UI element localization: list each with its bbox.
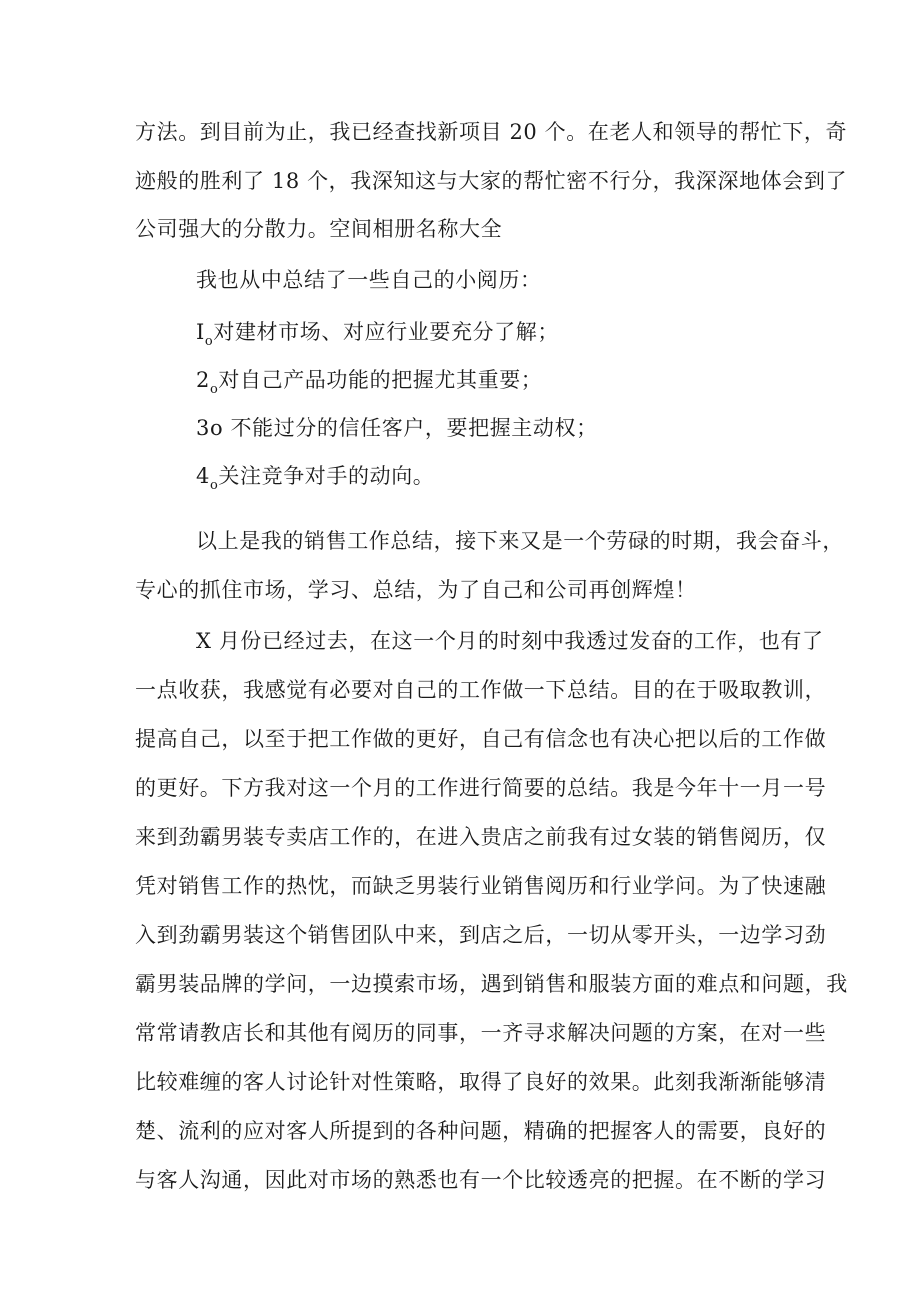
paragraph-line: 公司强大的分散力。空间相册名称大全 [135, 217, 503, 241]
paragraph-line: 迹般的胜利了 18 个，我深知这与大家的帮忙密不行分，我深深地体会到了 [135, 169, 848, 193]
list-text: 关注竞争对手的动向。 [218, 464, 435, 488]
paragraph-line: 以上是我的销售工作总结，接下来又是一个劳碌的时期，我会奋斗， [196, 529, 844, 553]
list-item [196, 318, 800, 356]
paragraph-line: 一点收获，我感觉有必要对自己的工作做一下总结。目的在于吸取教训， [135, 678, 827, 702]
list-text: 对自己产品功能的把握尤其重要； [218, 368, 543, 392]
summary-intro: 我也从中总结了一些自己的小阅历： [196, 268, 542, 292]
list-item [196, 414, 800, 452]
paragraph-line: 霸男装品牌的学问，一边摸索市场，遇到销售和服装方面的难点和问题，我 [135, 972, 848, 996]
paragraph-line: X 月份已经过去，在这一个月的时刻中我透过发奋的工作，也有了 [196, 629, 824, 653]
paragraph-line: 提高自己，以至于把工作做的更好，自己有信念也有决心把以后的工作做 [135, 727, 827, 751]
list-item [196, 462, 800, 500]
paragraph-line: 凭对销售工作的热忱，而缺乏男装行业销售阅历和行业学问。为了快速融 [135, 874, 827, 898]
list-number: 2 [196, 368, 210, 392]
paragraph-line: 楚、流利的应对客人所提到的各种问题，精确的把握客人的需要，良好的 [135, 1119, 827, 1143]
paragraph-line: 比较难缠的客人讨论针对性策略，取得了良好的效果。此刻我渐渐能够清 [135, 1070, 827, 1094]
list-number: I [196, 320, 205, 344]
list-text: 对建材市场、对应行业要充分了解； [213, 320, 559, 344]
list-marker: o [209, 478, 219, 493]
paragraph-line: 方法。到目前为止，我已经查找新项目 20 个。在老人和领导的帮忙下，奇 [135, 120, 848, 144]
list-number: 4 [196, 464, 210, 488]
paragraph-line: 的更好。下方我对这一个月的工作进行简要的总结。我是今年十一月一号 [135, 776, 827, 800]
list-item [196, 366, 800, 404]
paragraph-line: 入到劲霸男装这个销售团队中来，到店之后，一切从零开头，一边学习劲 [135, 923, 827, 947]
paragraph-line: 与客人沟通，因此对市场的熟悉也有一个比较透亮的把握。在不断的学习 [135, 1168, 827, 1192]
list-marker: o [209, 382, 219, 397]
list-text: 不能过分的信任客户，要把握主动权； [223, 416, 598, 440]
list-marker: o [204, 334, 214, 349]
list-number: 3o [196, 416, 224, 440]
paragraph-line: 专心的抓住市场，学习、总结，为了自己和公司再创辉煌！ [135, 578, 697, 602]
paragraph-line: 来到劲霸男装专卖店工作的，在进入贵店之前我有过女装的销售阅历，仅 [135, 825, 827, 849]
paragraph-line: 常常请教店长和其他有阅历的同事，一齐寻求解决问题的方案，在对一些 [135, 1021, 827, 1045]
